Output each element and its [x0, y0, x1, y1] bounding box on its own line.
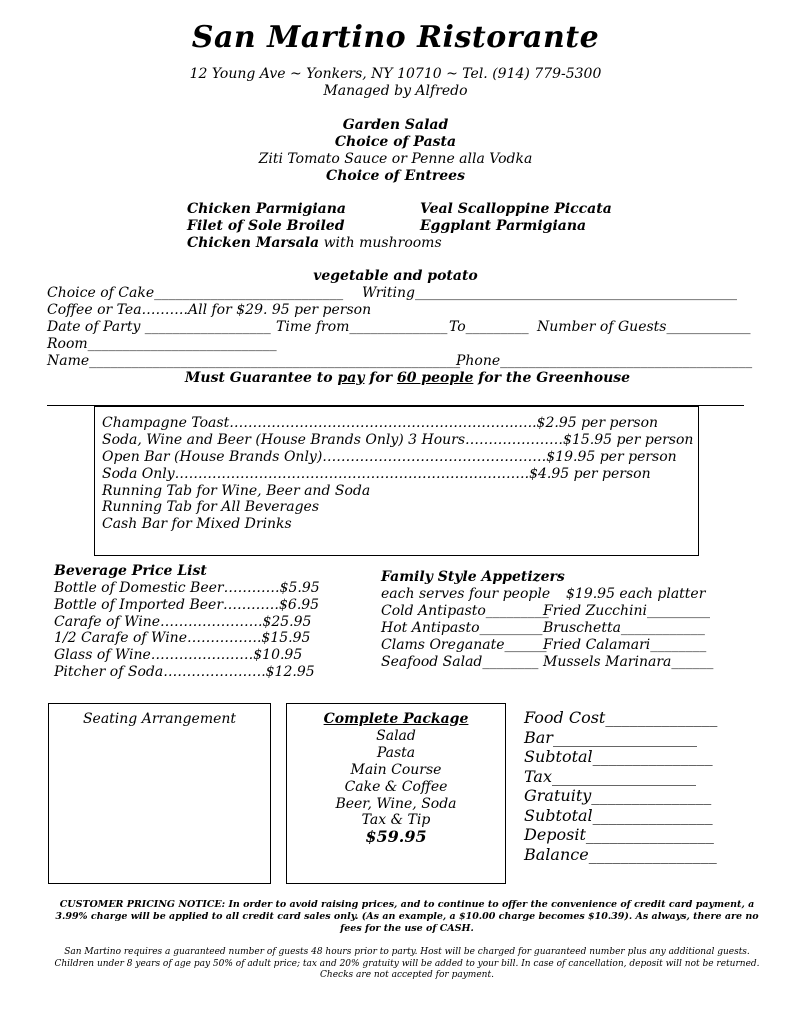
- address-line: 12 Young Ave ~ Yonkers, NY 10710 ~ Tel. (914) 779-5300: [189, 66, 602, 82]
- entree-eggplant-parmigiana: Eggplant Parmigiana: [420, 218, 587, 234]
- name-field[interactable]: Name_____________________________________________________: [47, 353, 461, 369]
- total-bar[interactable]: Bar__________________: [524, 727, 697, 747]
- bar-option-open-bar[interactable]: Open Bar (House Brands Only)…………………………………………$19.95 per person: [102, 449, 677, 465]
- entree-chicken-parmigiana: Chicken Parmigiana: [187, 201, 346, 217]
- choice-of-pasta: Choice of Pasta: [334, 134, 457, 150]
- package-price: $59.95: [365, 827, 427, 846]
- number-of-guests-field[interactable]: Number of Guests____________: [537, 319, 751, 335]
- package-item: Pasta: [376, 745, 416, 761]
- appetizer-bruschetta[interactable]: Bruschetta____________: [543, 620, 705, 636]
- room-field[interactable]: Room___________________________: [47, 336, 277, 352]
- guarantee-text-a: Must Guarantee to: [184, 370, 338, 386]
- customer-pricing-notice: CUSTOMER PRICING NOTICE: In order to avoid raising prices, and to continue to offer the convenience of credit card payment, a 3.99% charge will be applied to all credit card sales only. (As an example, a $10.00 charge becomes $10.39). As always, there are no fees for the use of CASH.: [55, 899, 759, 934]
- appetizer-clams-oreganate[interactable]: Clams Oreganate______: [381, 637, 547, 653]
- total-food-cost[interactable]: Food Cost______________: [524, 708, 718, 727]
- time-from-field[interactable]: Time from______________: [276, 319, 448, 335]
- bar-option-cash-bar[interactable]: Cash Bar for Mixed Drinks: [102, 516, 292, 532]
- beverage-title: Beverage Price List: [54, 563, 207, 579]
- beverage-item: Bottle of Imported Beer…………$6.95: [54, 597, 320, 613]
- package-item: Tax & Tip: [361, 812, 431, 828]
- bar-option-tab-all[interactable]: Running Tab for All Beverages: [102, 499, 320, 515]
- restaurant-title: San Martino Ristorante: [191, 20, 600, 55]
- policy-notice: San Martino requires a guaranteed number of guests 48 hours prior to party. Host will be charged for guaranteed number plus any additional guests. Children under 8 years of age pay 50% of adult price; tax and 20% gratuity will be added to your bill. In case of cancellation, deposit will not be returned. Checks are not accepted for payment.: [54, 947, 760, 980]
- time-to-field[interactable]: To_________: [449, 319, 529, 335]
- entree-filet-of-sole: Filet of Sole Broiled: [187, 218, 345, 234]
- appetizer-hot-antipasto[interactable]: Hot Antipasto_________: [381, 620, 543, 636]
- bar-option-soda-wine-beer[interactable]: Soda, Wine and Beer (House Brands Only) 3 Hours…………………$15.95 per person: [102, 432, 694, 448]
- writing-field[interactable]: Writing______________________________________________: [362, 285, 738, 301]
- beverage-item: Glass of Wine…………….……$10.95: [54, 647, 303, 663]
- total-balance[interactable]: Balance________________: [524, 844, 717, 864]
- appetizer-mussels-marinara[interactable]: Mussels Marinara______: [543, 654, 714, 670]
- appetizer-cold-antipasto[interactable]: Cold Antipasto_________: [381, 603, 549, 619]
- total-deposit[interactable]: Deposit________________: [524, 825, 714, 844]
- package-item: Salad: [376, 728, 416, 744]
- entree-veal-scalloppine: Veal Scalloppine Piccata: [420, 201, 612, 217]
- total-subtotal-2[interactable]: Subtotal_______________: [524, 805, 713, 825]
- bar-option-soda-only[interactable]: Soda Only………………………………………………………………….$4.95 per person: [102, 466, 651, 482]
- seating-arrangement-label: Seating Arrangement: [82, 711, 237, 727]
- guarantee-notice: [0, 370, 791, 386]
- total-tax[interactable]: Tax__________________: [524, 766, 696, 786]
- choice-of-entrees: Choice of Entrees: [326, 168, 465, 184]
- pasta-options: Ziti Tomato Sauce or Penne alla Vodka: [258, 151, 533, 167]
- package-title: Complete Package: [323, 711, 469, 727]
- guarantee-text-c: for the Greenhouse: [473, 370, 631, 386]
- package-item: Cake & Coffee: [344, 779, 448, 795]
- beverage-item: 1/2 Carafe of Wine…………….$15.95: [54, 630, 311, 646]
- appetizers-price: $19.95 each platter: [566, 586, 706, 602]
- coffee-or-tea-line: Coffee or Tea……….All for $29. 95 per person: [47, 302, 372, 318]
- package-item: Main Course: [350, 762, 442, 778]
- entree-chicken-marsala: [187, 235, 442, 251]
- guarantee-pay: pay: [337, 370, 365, 386]
- bar-option-tab-wine-beer[interactable]: Running Tab for Wine, Beer and Soda: [102, 483, 371, 499]
- totals-section: [524, 708, 717, 864]
- appetizers-serves: each serves four people: [381, 586, 551, 602]
- appetizer-fried-calamari[interactable]: Fried Calamari________: [543, 637, 707, 653]
- choice-of-cake-field[interactable]: Choice of Cake___________________________: [47, 285, 344, 301]
- beverage-item: Pitcher of Soda………………….$12.95: [54, 664, 315, 680]
- guarantee-text-b: for: [364, 370, 397, 386]
- appetizers-title: Family Style Appetizers: [381, 569, 565, 585]
- seating-arrangement-box[interactable]: [48, 703, 271, 884]
- entree-chicken-marsala-name: Chicken Marsala: [187, 235, 320, 251]
- garden-salad: Garden Salad: [342, 117, 449, 133]
- appetizer-seafood-salad[interactable]: Seafood Salad________: [381, 654, 539, 670]
- beverage-item: Carafe of Wine………………….$25.95: [54, 614, 312, 630]
- package-item: Beer, Wine, Soda: [335, 796, 457, 812]
- vegetable-and-potato: vegetable and potato: [313, 268, 478, 284]
- guarantee-people: 60 people: [396, 370, 474, 386]
- bar-option-champagne[interactable]: Champagne Toast…………………………………………………….…..$2.95 per person: [102, 415, 659, 431]
- total-subtotal[interactable]: Subtotal_______________: [524, 747, 713, 766]
- entree-chicken-marsala-note: with mushrooms: [319, 235, 442, 251]
- appetizer-fried-zucchini[interactable]: Fried Zucchini_________: [543, 603, 710, 619]
- total-gratuity[interactable]: Gratuity_______________: [524, 786, 712, 805]
- beverage-item: Bottle of Domestic Beer…………$5.95: [54, 580, 320, 596]
- phone-field[interactable]: Phone____________________________________: [456, 353, 753, 369]
- date-of-party-field[interactable]: Date of Party __________________: [47, 319, 271, 335]
- manager-line: Managed by Alfredo: [323, 83, 468, 99]
